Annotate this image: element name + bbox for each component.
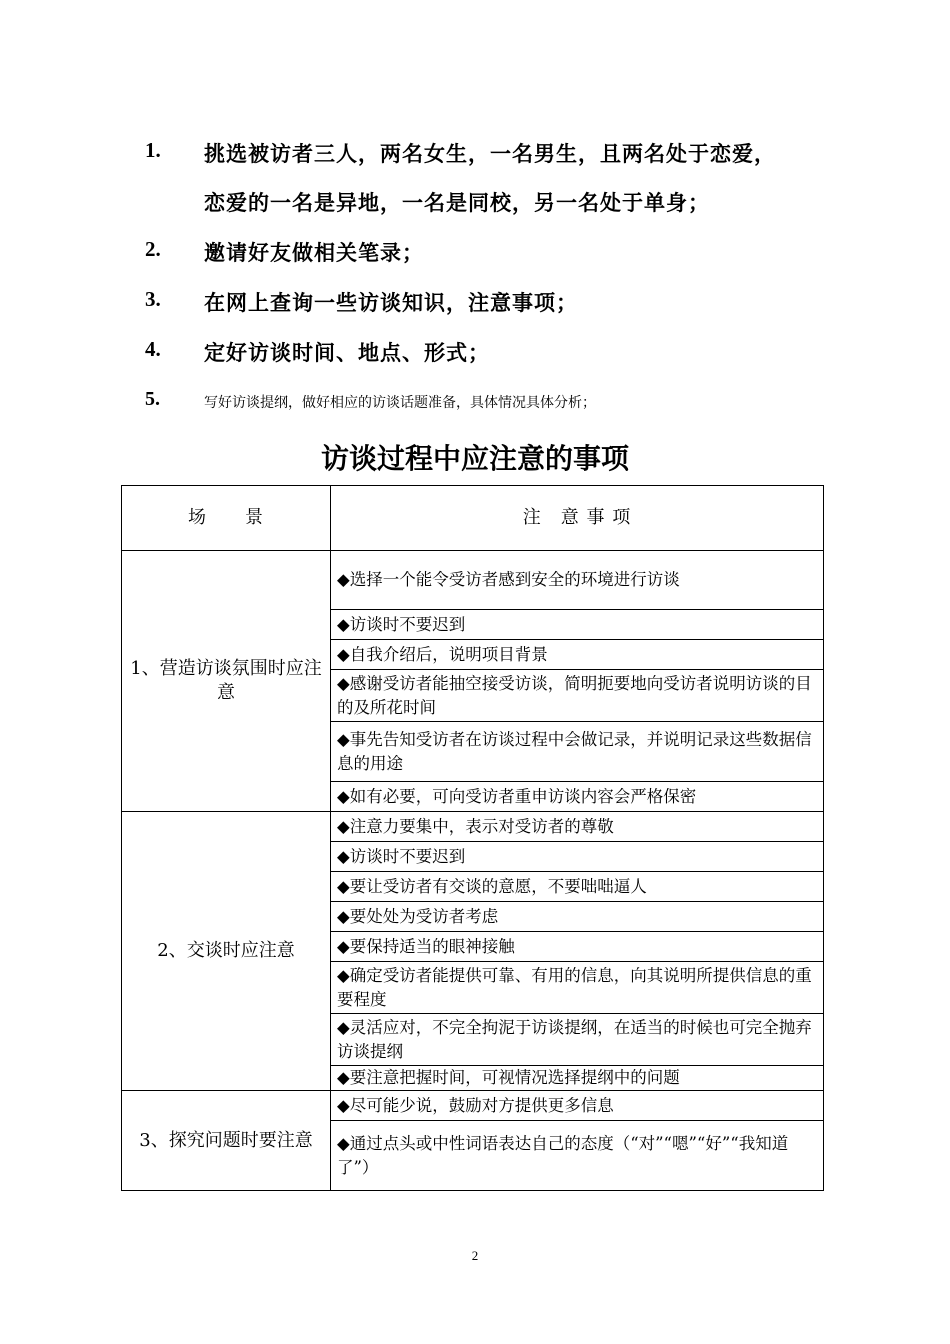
note-cell: ◆访谈时不要迟到 [331, 842, 824, 872]
note-cell: ◆要处处为受访者考虑 [331, 902, 824, 932]
note-cell: ◆感谢受访者能抽空接受访谈，简明扼要地向受访者说明访谈的目的及所花时间 [331, 670, 824, 722]
note-cell: ◆选择一个能令受访者感到安全的环境进行访谈 [331, 551, 824, 610]
note-cell: ◆自我介绍后，说明项目背景 [331, 640, 824, 670]
step-text: 挑选被访者三人，两名女生，一名男生，且两名处于恋爱， [204, 141, 776, 166]
note-cell: ◆通过点头或中性词语表达自己的态度（“对”“嗯”“好”“我知道了”） [331, 1121, 824, 1191]
section-title: 访谈过程中应注意的事项 [320, 442, 629, 475]
note-cell: ◆灵活应对，不完全拘泥于访谈提纲，在适当的时候也可完全抛弃访谈提纲 [331, 1014, 824, 1066]
step-number: 2. [145, 237, 161, 261]
table-row [122, 551, 824, 610]
note-cell: ◆访谈时不要迟到 [331, 610, 824, 640]
step-number: 3. [145, 287, 161, 311]
interview-notes-table [121, 485, 824, 1191]
note-cell: ◆要保持适当的眼神接触 [331, 932, 824, 962]
step-text: 恋爱的一名是异地，一名是同校，另一名处于单身； [204, 190, 710, 215]
step-number: 1. [145, 138, 161, 162]
page-number: 2 [471, 1248, 479, 1263]
note-cell: ◆注意力要集中，表示对受访者的尊敬 [331, 812, 824, 842]
step-text: 定好访谈时间、地点、形式； [204, 340, 490, 365]
note-cell: ◆事先告知受访者在访谈过程中会做记录，并说明记录这些数据信息的用途 [331, 722, 824, 782]
scene-cell: 1、营造访谈氛围时应注意 [122, 551, 331, 812]
table-row [122, 812, 824, 842]
table-header [122, 486, 824, 551]
scene-cell: 3、探究问题时要注意 [122, 1091, 331, 1191]
step-text: 写好访谈提纲，做好相应的访谈话题准备，具体情况具体分析； [204, 395, 596, 411]
step-number: 5. [145, 388, 160, 410]
step-text: 在网上查询一些访谈知识，注意事项； [204, 290, 578, 315]
header-scene: 场 景 [122, 486, 331, 551]
note-cell: ◆确定受访者能提供可靠、有用的信息，向其说明所提供信息的重要程度 [331, 962, 824, 1014]
table-row [122, 1091, 824, 1121]
header-notes: 注 意 事 项 [331, 486, 824, 551]
note-cell: ◆如有必要，可向受访者重申访谈内容会严格保密 [331, 782, 824, 812]
scene-cell: 2、交谈时应注意 [122, 812, 331, 1091]
step-number: 4. [145, 337, 161, 361]
note-cell: ◆要让受访者有交谈的意愿，不要咄咄逼人 [331, 872, 824, 902]
note-cell: ◆尽可能少说，鼓励对方提供更多信息 [331, 1091, 824, 1121]
step-text: 邀请好友做相关笔录； [204, 240, 424, 265]
note-cell: ◆要注意把握时间，可视情况选择提纲中的问题 [331, 1066, 824, 1091]
